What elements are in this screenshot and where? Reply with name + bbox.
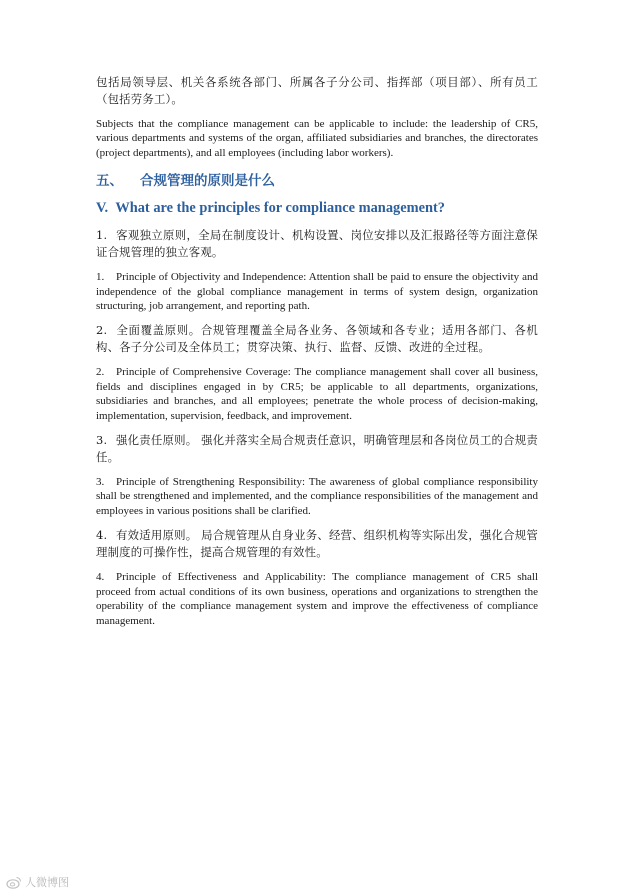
principle-3-en: 3. Principle of Strengthening Responsibility: The awareness of global compliance responsibility shall be strengthened and implemented, and the compliance responsibilities of the management and employees in various positions shall be clarified. [96, 476, 538, 517]
weibo-icon [6, 876, 22, 889]
intro-zh: 包括局领导层、机关各系统各部门、所属各子分公司、指挥部（项目部）、所有员工（包括劳务工）。 [96, 75, 538, 106]
watermark-text: 人微博图 [25, 876, 69, 889]
principle-3-zh: 3. 强化责任原则。 强化并落实全局合规责任意识，明确管理层和各岗位员工的合规责任。 [96, 433, 538, 465]
principle-1-zh: 1. 客观独立原则，全局在制度设计、机构设置、岗位安排以及汇报路径等方面注意保证合规管理的独立客观。 [96, 228, 538, 260]
principle-1-en: 1. Principle of Objectivity and Independence: Attention shall be paid to ensure the objectivity and independence of the global compliance management in terms of system design, organization structuring, job arrangement, and reporting path. [96, 271, 538, 313]
section-number-zh: 五、 [96, 173, 123, 190]
section-title-en: What are the principles for compliance management? [115, 200, 445, 217]
section-heading-zh [96, 172, 538, 190]
watermark [6, 874, 69, 890]
section-heading-en [96, 199, 538, 217]
intro-en: Subjects that the compliance management can be applicable to include: the leadership of CR5, various departments and systems of the organ, affiliated subsidiaries and branches, the directorates (project departments), and all employees (including labor workers). [96, 118, 538, 159]
principle-2-en: 2. Principle of Comprehensive Coverage: The compliance management shall cover all business, fields and disciplines engaged in by CR5; be applicable to all departments, organizations, subsidiaries and branches, and all employees; penetrate the whole process of decision-making, implementation, supervision, feedback, and improvement. [96, 366, 538, 422]
document-page [96, 74, 538, 637]
principle-4-en: 4. Principle of Effectiveness and Applicability: The compliance management of CR5 shall proceed from actual conditions of its own business, operations and organizations to strengthen the operability of the compliance management system and improve the effectiveness of compliance management. [96, 571, 538, 627]
section-number-en: V. [96, 200, 109, 217]
principle-2-zh: 2. 全面覆盖原则。合规管理覆盖全局各业务、各领域和各专业；适用各部门、各机构、各子分公司及全体员工；贯穿决策、执行、监督、反馈、改进的全过程。 [96, 323, 538, 355]
principle-4-zh: 4. 有效适用原则。 局合规管理从自身业务、经营、组织机构等实际出发，强化合规管理制度的可操作性，提高合规管理的有效性。 [96, 528, 538, 560]
section-title-zh: 合规管理的原则是什么 [140, 173, 275, 190]
